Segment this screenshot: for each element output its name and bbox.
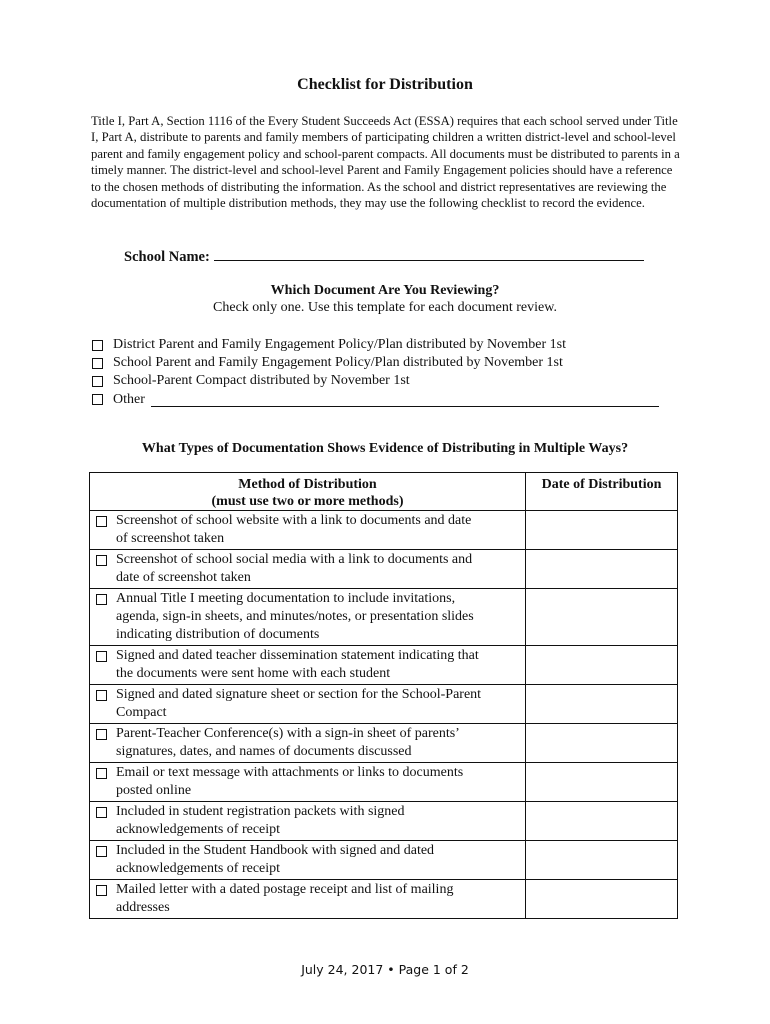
method-text xyxy=(116,725,460,761)
method-text-line: the documents were sent home with each student xyxy=(116,666,391,681)
method-checkbox[interactable] xyxy=(96,555,107,566)
date-cell[interactable] xyxy=(526,685,678,724)
method-text xyxy=(116,803,405,839)
date-cell[interactable] xyxy=(526,589,678,646)
document-option xyxy=(92,354,659,372)
table-row xyxy=(90,802,678,841)
method-text-line: addresses xyxy=(116,900,170,915)
table-row xyxy=(90,589,678,646)
document-option-other xyxy=(92,391,659,409)
table-row xyxy=(90,841,678,880)
date-cell[interactable] xyxy=(526,550,678,589)
option-label: Other xyxy=(113,391,145,407)
method-cell xyxy=(90,646,526,685)
method-text-line: indicating distribution of documents xyxy=(116,627,320,642)
method-header-line-2: (must use two or more methods) xyxy=(211,494,404,509)
method-text xyxy=(116,842,434,878)
method-text-line: Screenshot of school website with a link to documents and date xyxy=(116,513,472,528)
method-text-line: of screenshot taken xyxy=(116,531,225,546)
table-row xyxy=(90,646,678,685)
method-checkbox[interactable] xyxy=(96,690,107,701)
method-text xyxy=(116,881,453,917)
method-cell xyxy=(90,841,526,880)
method-checkbox[interactable] xyxy=(96,729,107,740)
method-cell xyxy=(90,685,526,724)
table-row xyxy=(90,685,678,724)
method-cell xyxy=(90,763,526,802)
table-row xyxy=(90,550,678,589)
method-checkbox[interactable] xyxy=(96,807,107,818)
method-text-line: Parent-Teacher Conference(s) with a sign-in sheet of parents’ xyxy=(116,726,460,741)
method-text-line: Included in the Student Handbook with signed and dated xyxy=(116,843,435,858)
method-text-line: Mailed letter with a dated postage receipt and list of mailing xyxy=(116,882,454,897)
method-text xyxy=(116,686,481,722)
other-blank[interactable] xyxy=(151,393,659,407)
option-checkbox[interactable] xyxy=(92,358,103,369)
method-text-line: Annual Title I meeting documentation to include invitations, xyxy=(116,591,456,606)
option-checkbox[interactable] xyxy=(92,376,103,387)
method-checkbox[interactable] xyxy=(96,594,107,605)
method-text-line: Email or text message with attachments or links to documents xyxy=(116,765,464,780)
option-label: District Parent and Family Engagement Policy/Plan distributed by November 1st xyxy=(113,337,566,352)
table-row xyxy=(90,880,678,919)
option-checkbox[interactable] xyxy=(92,340,103,351)
document-option xyxy=(92,372,659,390)
method-text xyxy=(116,551,472,587)
method-header-line-1: Method of Distribution xyxy=(238,477,377,492)
method-text xyxy=(116,590,474,644)
method-cell xyxy=(90,880,526,919)
date-column-header: Date of Distribution xyxy=(526,473,678,511)
method-checkbox[interactable] xyxy=(96,651,107,662)
document-options xyxy=(92,336,659,409)
table-row xyxy=(90,763,678,802)
table-row xyxy=(90,724,678,763)
intro-paragraph xyxy=(91,113,683,211)
method-text xyxy=(116,647,479,683)
method-text-line: Signed and dated signature sheet or section for the School-Parent xyxy=(116,687,482,702)
distribution-methods-table xyxy=(89,472,678,919)
method-text-line: acknowledgements of receipt xyxy=(116,861,281,876)
school-name-label: School Name: xyxy=(124,249,210,265)
method-column-header xyxy=(90,473,526,511)
method-checkbox[interactable] xyxy=(96,885,107,896)
school-name-blank[interactable] xyxy=(214,246,644,261)
documentation-types-heading: What Types of Documentation Shows Evidence of Distributing in Multiple Ways? xyxy=(141,441,629,456)
method-text xyxy=(116,512,471,548)
option-label: School Parent and Family Engagement Policy/Plan distributed by November 1st xyxy=(113,355,563,371)
method-text-line: signatures, dates, and names of documents discussed xyxy=(116,744,412,759)
method-cell xyxy=(90,724,526,763)
option-checkbox[interactable] xyxy=(92,394,103,405)
date-cell[interactable] xyxy=(526,646,678,685)
school-name-field xyxy=(124,246,644,266)
date-cell[interactable] xyxy=(526,763,678,802)
method-checkbox[interactable] xyxy=(96,846,107,857)
page-footer: July 24, 2017 • Page 1 of 2 xyxy=(301,962,469,977)
method-text-line: agenda, sign-in sheets, and minutes/notes, or presentation slides xyxy=(116,609,474,624)
method-cell xyxy=(90,589,526,646)
table-header-row xyxy=(90,473,678,511)
which-document-heading: Which Document Are You Reviewing? xyxy=(270,283,500,298)
method-text-line: acknowledgements of receipt xyxy=(116,822,281,837)
date-cell[interactable] xyxy=(526,802,678,841)
method-text-line: Compact xyxy=(116,705,167,720)
date-cell[interactable] xyxy=(526,880,678,919)
date-cell[interactable] xyxy=(526,511,678,550)
method-checkbox[interactable] xyxy=(96,768,107,779)
method-text-line: date of screenshot taken xyxy=(116,570,251,585)
method-checkbox[interactable] xyxy=(96,516,107,527)
document-option xyxy=(92,336,659,354)
table-row xyxy=(90,511,678,550)
date-cell[interactable] xyxy=(526,841,678,880)
method-text xyxy=(116,764,463,800)
document-title: Checklist for Distribution xyxy=(297,76,473,93)
method-cell xyxy=(90,802,526,841)
date-cell[interactable] xyxy=(526,724,678,763)
intro-text: Title I, Part A, Section 1116 of the Every Student Succeeds Act (ESSA) requires that each school served under Title I, Part A, distribute to parents and family members of participating children a written district-level and school-level parent and family engagement policy and school-parent compacts. All documents must be distributed to parents in a timely manner. The district-level and school-level Parent and Family Engagement policies should have a reference to the chosen methods of distributing the information. As the school and district representatives are reviewing the documentation of multiple distribution methods, they may use the following checklist to record the evidence. xyxy=(91,114,680,211)
method-cell xyxy=(90,511,526,550)
method-text-line: Signed and dated teacher dissemination statement indicating that xyxy=(116,648,479,663)
method-text-line: Screenshot of school social media with a link to documents and xyxy=(116,552,473,567)
which-document-instruction: Check only one. Use this template for each document review. xyxy=(213,300,557,315)
option-label: School-Parent Compact distributed by November 1st xyxy=(113,373,410,389)
method-text-line: Included in student registration packets with signed xyxy=(116,804,405,819)
method-cell xyxy=(90,550,526,589)
method-text-line: posted online xyxy=(116,783,192,798)
